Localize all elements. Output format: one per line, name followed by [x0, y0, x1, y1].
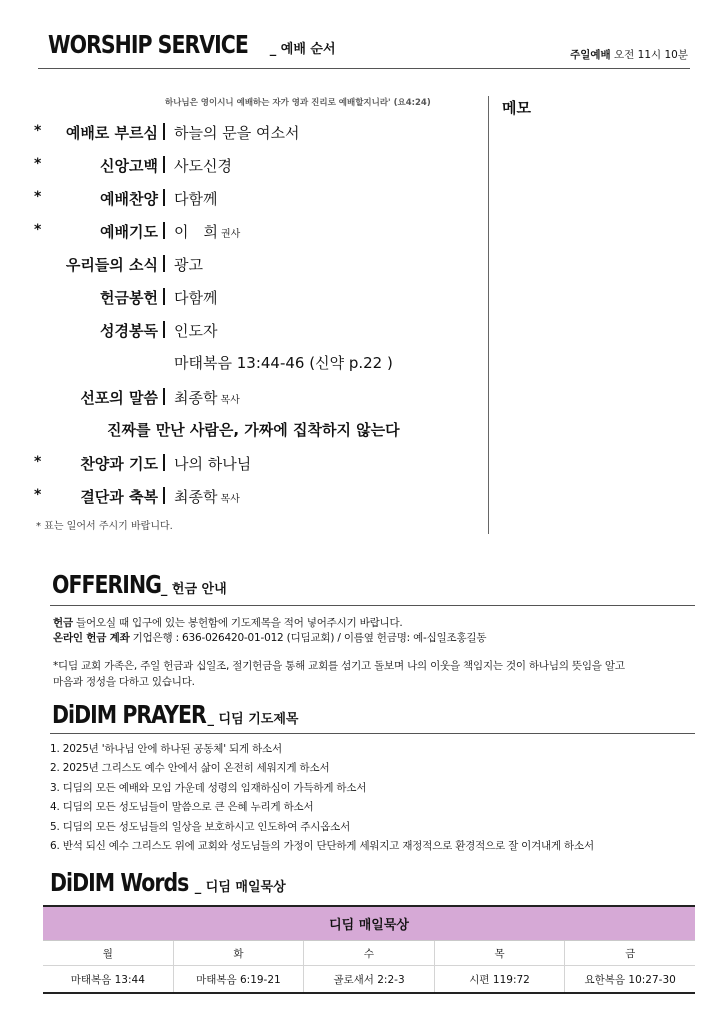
order-value: 사도신경 — [174, 157, 232, 175]
day-cell: 월 — [43, 941, 174, 965]
table-row-readings — [43, 966, 695, 992]
day-cell: 금 — [625, 947, 636, 960]
stand-marker: * — [34, 487, 42, 503]
order-value: 인도자 — [174, 322, 218, 340]
stand-marker: * — [34, 189, 42, 205]
order-row-reading — [0, 319, 488, 341]
order-label: 선포의 말씀 — [80, 389, 158, 407]
prayer-item: 1. 2025년 '하나님 안에 하나된 공동체' 되게 하소서 — [50, 743, 282, 755]
order-row-blessing — [0, 485, 488, 507]
prayer-item: 6. 반석 되신 예수 그리스도 위에 교회와 성도님들의 가정이 단단하게 세워지고 재정적으로 환경적으로 잘 이겨내게 하소서 — [50, 839, 594, 852]
order-row-call — [0, 121, 488, 143]
order-separator — [163, 321, 165, 338]
order-label: 신앙고백 — [100, 157, 158, 175]
worship-verse: 하나님은 영이시니 예배하는 자가 영과 진리로 예배할지니라' (요4:24) — [165, 98, 431, 108]
order-label: 찬양과 기도 — [80, 455, 158, 473]
service-time — [570, 47, 688, 62]
order-value: 최종학 목사 — [174, 488, 240, 506]
reading-cell: 요한복음 10:27-30 — [584, 973, 676, 986]
order-label: 예배로 부르심 — [65, 124, 158, 142]
reading-cell: 시편 119:72 — [435, 966, 566, 992]
offering-header — [52, 570, 227, 599]
order-row-sermon — [0, 386, 488, 408]
day-cell: 수 — [304, 941, 435, 965]
order-value: 다함께 — [174, 289, 218, 307]
table-row-days — [43, 941, 695, 966]
prayer-subtitle: _ 디딤 기도제목 — [207, 712, 299, 727]
reading-cell: 마태복음 13:44 — [43, 966, 174, 992]
order-label: 성경봉독 — [100, 322, 158, 340]
order-label: 예배찬양 — [100, 190, 158, 208]
order-value: 다함께 — [174, 190, 218, 208]
words-title: DiDIM Words — [50, 868, 189, 897]
order-value: 최종학 목사 — [174, 389, 240, 407]
prayer-header — [52, 700, 298, 729]
order-row-offering — [0, 286, 488, 308]
worship-divider — [38, 68, 690, 69]
order-row-prayer — [0, 220, 488, 242]
offering-note-line2: 마음과 정성을 다하고 있습니다. — [53, 676, 195, 688]
worship-subtitle: _ 예배 순서 — [269, 42, 336, 57]
order-row-creed — [0, 154, 488, 176]
memo-divider — [488, 96, 489, 534]
order-value: 나의 하나님 — [174, 455, 252, 473]
order-value: 이 희 권사 — [174, 223, 241, 241]
order-label: 헌금봉헌 — [100, 289, 158, 307]
prayer-item: 5. 디딤의 모든 성도님들의 일상을 보호하시고 인도하여 주시옵소서 — [50, 820, 351, 833]
prayer-item: 3. 디딤의 모든 예배와 모임 가운데 성령의 임재하심이 가득하게 하소서 — [50, 781, 367, 794]
order-value: 하늘의 문을 여소서 — [174, 124, 300, 142]
order-label: 우리들의 소식 — [65, 256, 158, 274]
order-row-hymn — [0, 452, 488, 474]
offering-instructions: 헌금 들어오실 때 입구에 있는 봉헌함에 기도제목을 적어 넣어주시기 바랍니다. — [53, 617, 403, 629]
order-separator — [163, 388, 165, 405]
order-row-news — [0, 253, 488, 275]
order-separator — [163, 487, 165, 504]
stand-marker: * — [34, 222, 42, 238]
day-cell: 화 — [174, 941, 305, 965]
prayer-item: 2. 2025년 그리스도 예수 안에서 삶이 온전히 세워지게 하소서 — [50, 762, 330, 775]
prayer-divider — [50, 733, 695, 734]
reading-cell: 골로새서 2:2-3 — [304, 966, 435, 992]
order-value: 광고 — [174, 256, 203, 274]
reading-cell: 마태복음 6:19-21 — [174, 966, 305, 992]
order-separator — [163, 222, 165, 239]
service-time-value: 오전 11시 10분 — [614, 49, 688, 61]
offering-account: 온라인 헌금 계좌 기업은행 : 636-026420-01-012 (디딤교회) / 이름옆 헌금명: 예-십일조홍길동 — [53, 632, 487, 644]
day-cell: 목 — [435, 941, 566, 965]
prayer-list — [50, 740, 594, 856]
words-subtitle: _ 디딤 매일묵상 — [194, 880, 286, 895]
sermon-title: 진짜를 만난 사람은, 가짜에 집착하지 않는다 — [107, 421, 400, 439]
words-header — [50, 868, 286, 897]
worship-title: WORSHIP SERVICE — [48, 30, 248, 59]
daily-meditation-table — [43, 905, 695, 994]
scripture-reference: 마태복음 13:44-46 (신약 p.22 ) — [174, 354, 393, 372]
worship-header — [48, 30, 336, 59]
offering-note-line1: *디딤 교회 가족은, 주일 헌금과 십일조, 절기헌금을 통해 교회를 섬기고 돌보며 나의 이웃을 책임지는 것이 하나님의 뜻임을 알고 — [53, 660, 625, 672]
order-separator — [163, 255, 165, 272]
stand-marker: * — [34, 454, 42, 470]
offering-title: OFFERING — [52, 570, 161, 599]
prayer-item: 4. 디딤의 모든 성도님들이 말씀으로 큰 은혜 누리게 하소서 — [50, 801, 314, 814]
offering-divider — [50, 605, 695, 606]
memo-heading: 메모 — [502, 99, 531, 117]
order-label: 예배기도 — [100, 223, 158, 241]
order-label: 결단과 축복 — [80, 488, 158, 506]
stand-marker: * — [34, 156, 42, 172]
prayer-title: DiDIM PRAYER — [52, 700, 206, 729]
table-title: 디딤 매일묵상 — [43, 907, 695, 941]
order-separator — [163, 123, 165, 140]
service-time-label: 주일예배 — [570, 49, 611, 61]
stand-marker: * — [34, 123, 42, 139]
standing-note: * 표는 일어서 주시기 바랍니다. — [36, 521, 173, 532]
order-separator — [163, 454, 165, 471]
order-row-praise — [0, 187, 488, 209]
offering-subtitle: _ 헌금 안내 — [160, 582, 227, 597]
order-separator — [163, 288, 165, 305]
order-separator — [163, 189, 165, 206]
order-separator — [163, 156, 165, 173]
